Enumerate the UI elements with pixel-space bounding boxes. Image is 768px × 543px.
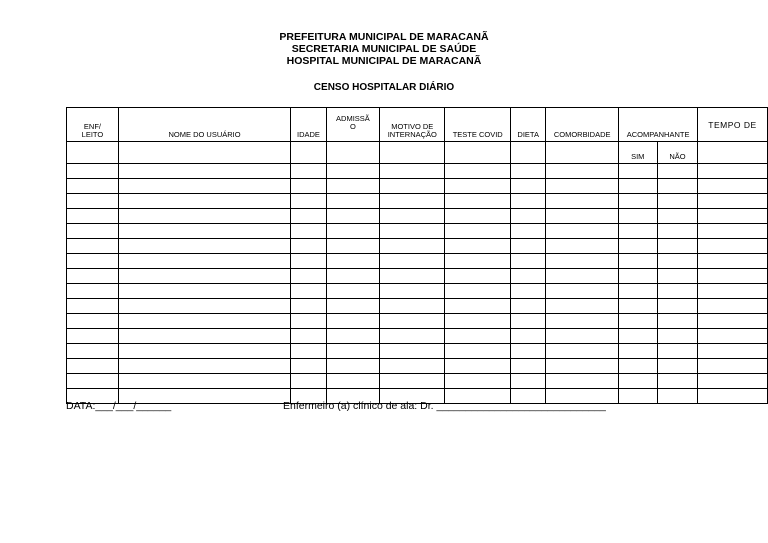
table-cell[interactable]: [291, 142, 327, 164]
table-cell[interactable]: [326, 344, 379, 359]
table-cell[interactable]: [118, 142, 290, 164]
table-cell[interactable]: [657, 194, 698, 209]
table-cell[interactable]: [698, 209, 768, 224]
table-cell[interactable]: [326, 359, 379, 374]
col-admissao: [326, 108, 379, 142]
table-cell[interactable]: [291, 194, 327, 209]
table-cell[interactable]: [380, 329, 445, 344]
table-row: [67, 164, 768, 179]
col-acompanhante-sim: SIM: [618, 142, 657, 164]
table-cell[interactable]: [118, 329, 290, 344]
table-cell[interactable]: [618, 299, 657, 314]
table-cell[interactable]: [698, 269, 768, 284]
table-row: [67, 284, 768, 299]
table-cell[interactable]: [698, 224, 768, 239]
col-comorbidade: COMORBIDADE: [546, 108, 618, 142]
table-cell[interactable]: [291, 209, 327, 224]
header-row: [67, 108, 768, 142]
table-cell[interactable]: [546, 254, 618, 269]
table-cell[interactable]: [546, 179, 618, 194]
table-cell[interactable]: [445, 194, 510, 209]
table-cell[interactable]: [445, 179, 510, 194]
table-cell[interactable]: [510, 344, 546, 359]
table-cell[interactable]: [546, 142, 618, 164]
table-cell[interactable]: [67, 329, 119, 344]
table-cell[interactable]: [657, 314, 698, 329]
nurse-signature-field: Enfermeiro (a) clínico de ala: Dr. _____________________________: [283, 400, 606, 412]
col-motivo: [380, 108, 445, 142]
document-header: [0, 31, 768, 67]
table-cell[interactable]: [291, 224, 327, 239]
table-cell[interactable]: [510, 269, 546, 284]
table-cell[interactable]: [118, 299, 290, 314]
table-cell[interactable]: [510, 359, 546, 374]
table-cell[interactable]: [291, 284, 327, 299]
col-dieta: DIETA: [510, 108, 546, 142]
table-cell[interactable]: [67, 269, 119, 284]
table-cell[interactable]: [510, 284, 546, 299]
table-row: [67, 359, 768, 374]
table-cell[interactable]: [618, 344, 657, 359]
table-cell[interactable]: [657, 179, 698, 194]
table-cell[interactable]: [618, 239, 657, 254]
table-cell[interactable]: [546, 269, 618, 284]
table-cell[interactable]: [67, 359, 119, 374]
table-cell[interactable]: [291, 329, 327, 344]
table-cell[interactable]: [67, 284, 119, 299]
table-cell[interactable]: [698, 142, 768, 164]
table-row: [67, 209, 768, 224]
table-cell[interactable]: [118, 254, 290, 269]
table-cell[interactable]: [67, 164, 119, 179]
table-cell[interactable]: [326, 314, 379, 329]
table-cell[interactable]: [618, 269, 657, 284]
table-row: [67, 179, 768, 194]
table-cell[interactable]: [657, 224, 698, 239]
table-cell[interactable]: [67, 344, 119, 359]
header-line-prefeitura: PREFEITURA MUNICIPAL DE MARACANÃ: [279, 31, 489, 43]
table-cell[interactable]: [698, 299, 768, 314]
table-cell[interactable]: [380, 164, 445, 179]
col-teste-covid: TESTE COVID: [445, 108, 510, 142]
table-cell[interactable]: [618, 164, 657, 179]
table-cell[interactable]: [291, 164, 327, 179]
col-motivo-line1: MOTIVO DE: [391, 122, 434, 131]
table-cell[interactable]: [380, 142, 445, 164]
table-row: [67, 374, 768, 389]
table-cell[interactable]: [546, 329, 618, 344]
table-cell[interactable]: [67, 374, 119, 389]
table-cell[interactable]: [445, 142, 510, 164]
table-cell[interactable]: [118, 359, 290, 374]
table-cell[interactable]: [657, 164, 698, 179]
table-cell[interactable]: [618, 284, 657, 299]
table-cell[interactable]: [698, 344, 768, 359]
table-cell[interactable]: [546, 164, 618, 179]
table-cell[interactable]: [657, 299, 698, 314]
table-cell[interactable]: [657, 209, 698, 224]
table-cell[interactable]: [445, 359, 510, 374]
table-cell[interactable]: [618, 389, 657, 404]
table-cell[interactable]: [67, 224, 119, 239]
table-cell[interactable]: [510, 179, 546, 194]
table-row: [67, 239, 768, 254]
table-cell[interactable]: [698, 164, 768, 179]
header-line-hospital: HOSPITAL MUNICIPAL DE MARACANÃ: [286, 55, 482, 67]
table-cell[interactable]: [698, 284, 768, 299]
table-cell[interactable]: [380, 209, 445, 224]
table-cell[interactable]: [291, 299, 327, 314]
table-cell[interactable]: [657, 254, 698, 269]
table-cell[interactable]: [380, 254, 445, 269]
table-cell[interactable]: [118, 344, 290, 359]
table-cell[interactable]: [326, 209, 379, 224]
table-cell[interactable]: [698, 314, 768, 329]
table-cell[interactable]: [698, 329, 768, 344]
table-cell[interactable]: [698, 179, 768, 194]
table-cell[interactable]: [118, 239, 290, 254]
table-cell[interactable]: [546, 239, 618, 254]
table-cell[interactable]: [657, 239, 698, 254]
table-cell[interactable]: [67, 254, 119, 269]
table-cell[interactable]: [445, 224, 510, 239]
col-nome: NOME DO USUÁRIO: [118, 108, 290, 142]
table-cell[interactable]: [618, 329, 657, 344]
table-cell[interactable]: [657, 269, 698, 284]
table-cell[interactable]: [380, 314, 445, 329]
table-cell[interactable]: [546, 209, 618, 224]
table-cell[interactable]: [118, 224, 290, 239]
table-cell[interactable]: [618, 359, 657, 374]
table-cell[interactable]: [118, 194, 290, 209]
table-cell[interactable]: [291, 359, 327, 374]
table-cell[interactable]: [67, 209, 119, 224]
table-cell[interactable]: [380, 179, 445, 194]
table-cell[interactable]: [546, 194, 618, 209]
col-acompanhante-nao: NÃO: [657, 142, 698, 164]
table-cell[interactable]: [445, 254, 510, 269]
table-cell[interactable]: [380, 299, 445, 314]
table-row: [67, 194, 768, 209]
table-cell[interactable]: [698, 389, 768, 404]
table-cell[interactable]: [698, 374, 768, 389]
table-cell[interactable]: [445, 269, 510, 284]
table-cell[interactable]: [291, 374, 327, 389]
table-row: [67, 224, 768, 239]
table-cell[interactable]: [326, 254, 379, 269]
table-cell[interactable]: [445, 164, 510, 179]
col-admissao-line2: O: [349, 121, 356, 131]
table-cell[interactable]: [546, 284, 618, 299]
table-row: [67, 314, 768, 329]
subheader-row: [67, 142, 768, 164]
table-cell[interactable]: [510, 329, 546, 344]
table-cell[interactable]: [326, 142, 379, 164]
col-idade: IDADE: [291, 108, 327, 142]
table-cell[interactable]: [510, 374, 546, 389]
table-cell[interactable]: [67, 142, 119, 164]
table-cell[interactable]: [510, 224, 546, 239]
table-cell[interactable]: [118, 314, 290, 329]
table-cell[interactable]: [67, 194, 119, 209]
table-cell[interactable]: [546, 359, 618, 374]
table-cell[interactable]: [657, 329, 698, 344]
table-row: [67, 329, 768, 344]
table-cell[interactable]: [380, 344, 445, 359]
header-line-secretaria: SECRETARIA MUNICIPAL DE SAÚDE: [291, 43, 477, 55]
table-row: [67, 344, 768, 359]
table-cell[interactable]: [326, 374, 379, 389]
col-enf-leito-line2: LEITO: [81, 130, 104, 139]
table-cell[interactable]: [326, 284, 379, 299]
table-row: [67, 254, 768, 269]
table-cell[interactable]: [380, 269, 445, 284]
table-cell[interactable]: [657, 389, 698, 404]
document-title: CENSO HOSPITALAR DIÁRIO: [313, 82, 455, 93]
table-cell[interactable]: [326, 194, 379, 209]
table-cell[interactable]: [445, 314, 510, 329]
table-cell[interactable]: [118, 179, 290, 194]
table-cell[interactable]: [291, 269, 327, 284]
table-cell[interactable]: [618, 314, 657, 329]
table-cell[interactable]: [618, 179, 657, 194]
table-cell[interactable]: [546, 374, 618, 389]
table-cell[interactable]: [380, 239, 445, 254]
table-cell[interactable]: [445, 374, 510, 389]
table-cell[interactable]: [657, 374, 698, 389]
table-cell[interactable]: [291, 314, 327, 329]
table-cell[interactable]: [546, 314, 618, 329]
table-cell[interactable]: [445, 344, 510, 359]
col-enf-leito: [67, 108, 119, 142]
table-cell[interactable]: [291, 239, 327, 254]
table-cell[interactable]: [118, 164, 290, 179]
table-cell[interactable]: [291, 179, 327, 194]
table-cell[interactable]: [510, 194, 546, 209]
table-cell[interactable]: [445, 329, 510, 344]
table-cell[interactable]: [510, 209, 546, 224]
col-motivo-line2: INTERNAÇÃO: [387, 130, 437, 139]
table-cell[interactable]: [445, 209, 510, 224]
table-cell[interactable]: [657, 344, 698, 359]
table-cell[interactable]: [67, 299, 119, 314]
table-cell[interactable]: [657, 284, 698, 299]
table-cell[interactable]: [618, 254, 657, 269]
table-cell[interactable]: [118, 284, 290, 299]
table-cell[interactable]: [326, 329, 379, 344]
table-cell[interactable]: [698, 359, 768, 374]
table-cell[interactable]: [118, 209, 290, 224]
table-cell[interactable]: [657, 359, 698, 374]
table-cell[interactable]: [326, 179, 379, 194]
table-cell[interactable]: [326, 299, 379, 314]
table-cell[interactable]: [546, 344, 618, 359]
col-enf-leito-line1: ENF/: [83, 122, 101, 131]
table-cell[interactable]: [118, 374, 290, 389]
table-row: [67, 269, 768, 284]
census-table: [66, 107, 768, 404]
table-cell[interactable]: [510, 164, 546, 179]
table-cell[interactable]: [326, 164, 379, 179]
table-cell[interactable]: [618, 224, 657, 239]
table-cell[interactable]: [380, 224, 445, 239]
date-field: DATA:___/___/______: [66, 400, 172, 412]
table-cell[interactable]: [698, 254, 768, 269]
table-cell[interactable]: [291, 344, 327, 359]
table-cell[interactable]: [510, 239, 546, 254]
table-cell[interactable]: [510, 142, 546, 164]
table-cell[interactable]: [326, 239, 379, 254]
table-cell[interactable]: [67, 239, 119, 254]
table-cell[interactable]: [380, 359, 445, 374]
table-cell[interactable]: [326, 269, 379, 284]
table-cell[interactable]: [546, 299, 618, 314]
table-cell[interactable]: [618, 209, 657, 224]
table-cell[interactable]: [118, 269, 290, 284]
table-cell[interactable]: [698, 194, 768, 209]
table-cell[interactable]: [445, 239, 510, 254]
col-admissao-line1: ADMISSÃ: [336, 113, 370, 123]
table-cell[interactable]: [380, 284, 445, 299]
table-cell[interactable]: [618, 194, 657, 209]
table-cell[interactable]: [698, 239, 768, 254]
table-row: [67, 299, 768, 314]
table-cell[interactable]: [291, 254, 327, 269]
table-cell[interactable]: [380, 374, 445, 389]
table-cell[interactable]: [445, 299, 510, 314]
col-tempo: TEMPO DE: [698, 108, 768, 142]
table-cell[interactable]: [510, 314, 546, 329]
table-cell[interactable]: [510, 299, 546, 314]
table-cell[interactable]: [67, 314, 119, 329]
table-cell[interactable]: [618, 374, 657, 389]
table-cell[interactable]: [445, 284, 510, 299]
table-cell[interactable]: [510, 254, 546, 269]
table-cell[interactable]: [546, 224, 618, 239]
table-cell[interactable]: [326, 224, 379, 239]
col-acompanhante: ACOMPANHANTE: [618, 108, 697, 142]
table-cell[interactable]: [67, 179, 119, 194]
table-cell[interactable]: [380, 194, 445, 209]
